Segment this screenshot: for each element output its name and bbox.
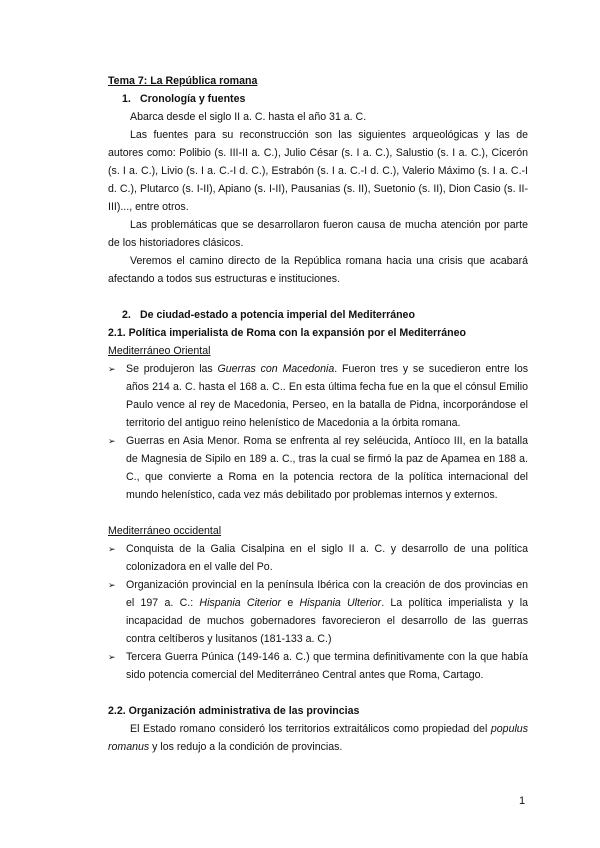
section-2-number: 2. [122, 309, 131, 321]
arrow-bullet-icon: ➢ [108, 436, 116, 446]
arrow-bullet-icon: ➢ [108, 364, 116, 374]
paragraph: Las fuentes para su reconstrucción son las siguientes arqueológicas y las de autores como: Polibio (s. III-II a. C.), Julio César (s. I a. C.), Salustio (s. I a. C.), Cicerón (s. I a. C.), Livio (s. I a. C.-I d. C.), Estrabón (s. I a. C.-I d. C.), Valerio Máximo (s. I a. C.-I d. C.), Plutarco (s. I-II), Apiano (s. I-II), Pausanias (s. II), Suetonio (s. II), Dion Casio (s. II-III)..., entre otros. [108, 129, 528, 213]
list-item: ➢ Conquista de la Galia Cisalpina en el siglo II a. C. y desarrollo de una política colonizadora en el valle del Po. [108, 540, 528, 576]
section-2-heading [108, 306, 528, 324]
list-item: ➢ Tercera Guerra Púnica (149-146 a. C.) que termina definitivamente con la que había sido potencia comercial del Mediterráneo Central antes que Roma, Cartago. [108, 648, 528, 684]
list-item: ➢ Guerras en Asia Menor. Roma se enfrenta al rey seléucida, Antíoco III, en la batalla de Magnesia de Sipilo en 189 a. C., tras la cual se firmó la paz de Apamea en 188 a. C., que convierte a Roma en la potencia rectora de la política internacional del mundo helenístico, cada vez más debilitado por problemas internos y externos. [108, 432, 528, 504]
paragraph: El Estado romano consideró los territorios extraitálicos como propiedad del populus romanus y los redujo a la condición de provincias. [108, 723, 528, 753]
arrow-bullet-icon: ➢ [108, 580, 116, 590]
mediterraneo-occidental-label: Mediterráneo occidental [108, 525, 222, 537]
document-title: Tema 7: La República romana [108, 75, 258, 87]
section-1-number: 1. [122, 93, 131, 105]
paragraph: Veremos el camino directo de la República romana hacia una crisis que acabará afectando a todos sus estructuras e instituciones. [108, 255, 528, 285]
paragraph: Las problemáticas que se desarrollaron fueron causa de mucha atención por parte de los historiadores clásicos. [108, 219, 528, 249]
mediterraneo-oriental-label: Mediterráneo Oriental [108, 345, 211, 357]
subsection-2-1-heading: 2.1. Política imperialista de Roma con la expansión por el Mediterráneo [108, 327, 466, 339]
list-item: ➢ Organización provincial en la península Ibérica con la creación de dos provincias en el 197 a. C.: Hispania Citerior e Hispania Ulterior. La política imperialista y la incapacidad de muchos gobernadores favorecieron el desarrollo de las guerras contra celtíberos y lusitanos (181-133 a. C.) [108, 576, 528, 648]
arrow-bullet-icon: ➢ [108, 544, 116, 554]
paragraph: Abarca desde el siglo II a. C. hasta el año 31 a. C. [130, 111, 367, 123]
arrow-bullet-icon: ➢ [108, 652, 116, 662]
section-2-title: De ciudad-estado a potencia imperial del Mediterráneo [140, 309, 415, 321]
section-1-heading [108, 90, 528, 108]
page-number: 1 [519, 795, 526, 807]
list-item: ➢ Se produjeron las Guerras con Macedonia. Fueron tres y se sucedieron entre los años 214 a. C. hasta el 168 a. C.. En esta última fecha fue en la que el cónsul Emilio Paulo vence al rey de Macedonia, Perseo, en la batalla de Pidna, incorporándose el territorio del antiguo reino helenístico de Macedonia a la órbita romana. [108, 360, 528, 432]
document-body [108, 72, 528, 756]
section-1-title: Cronología y fuentes [140, 93, 246, 105]
subsection-2-2-heading: 2.2. Organización administrativa de las provincias [108, 705, 360, 717]
